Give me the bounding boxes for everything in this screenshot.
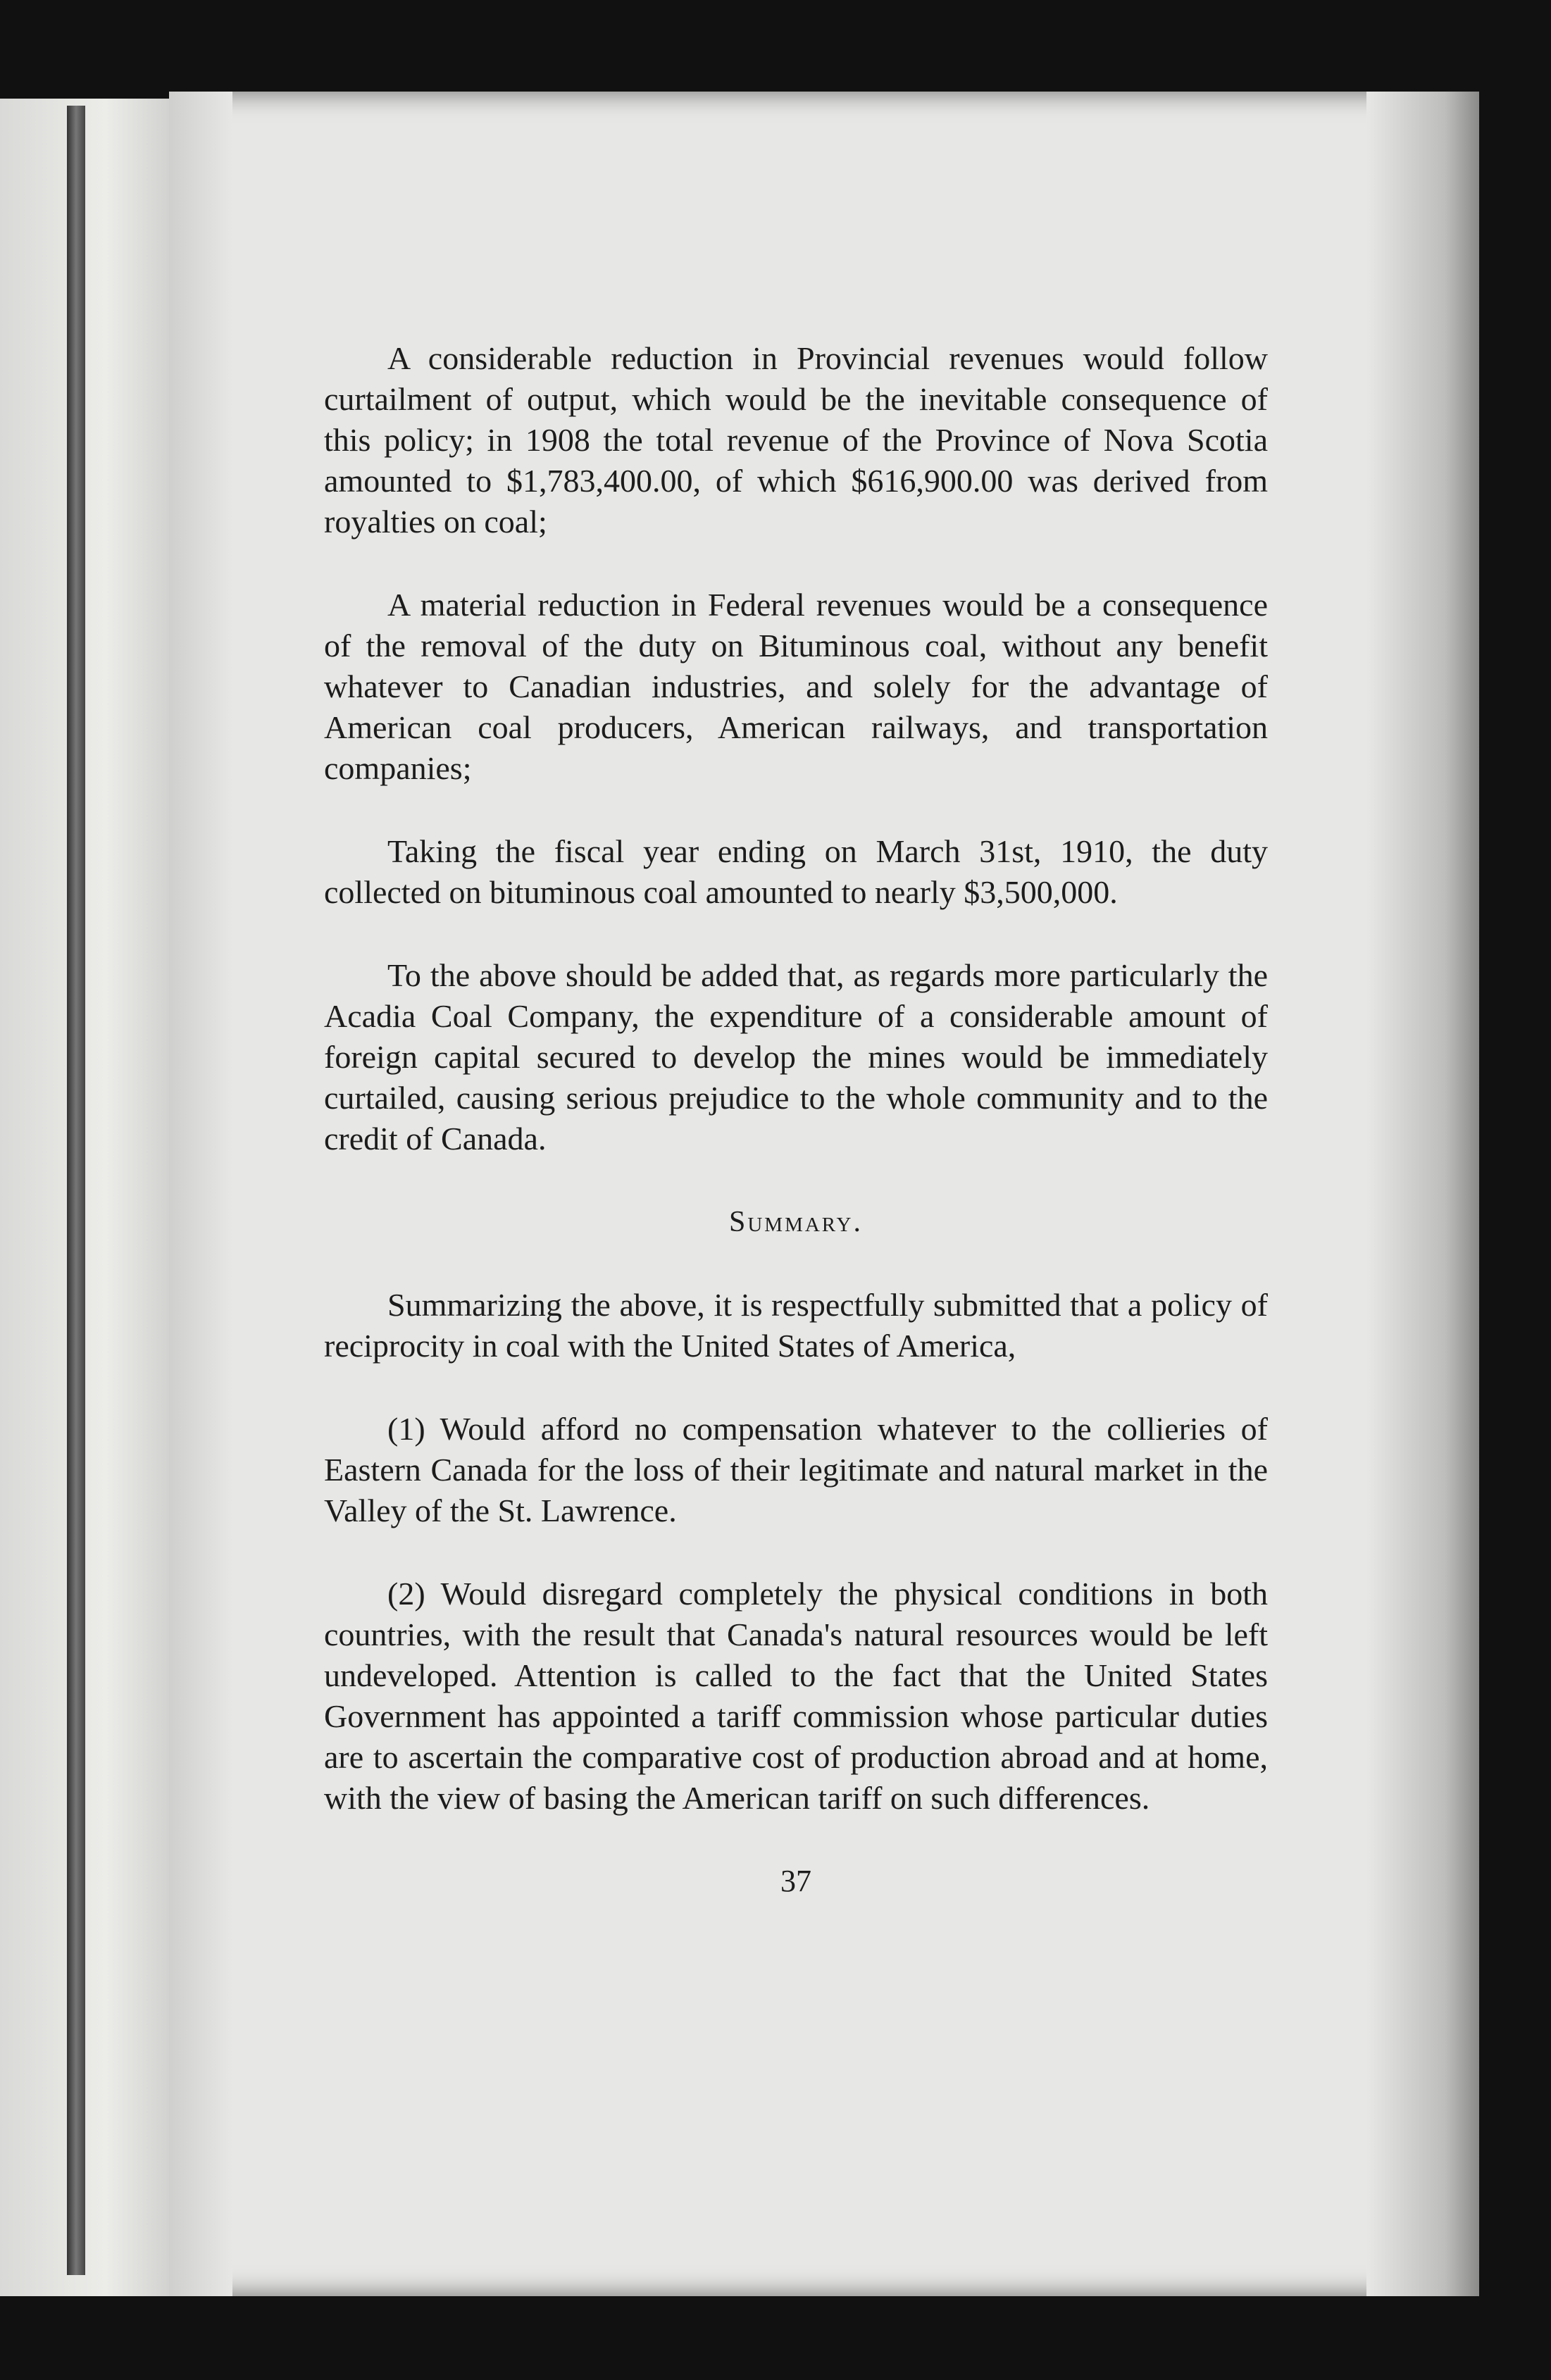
left-page-edge — [0, 99, 176, 2296]
paragraph-fiscal-year: Taking the fiscal year ending on March 31st, 1910, the duty collected on bituminous coal amounted to nearly $3,500,000. — [324, 833, 1268, 910]
paragraph-point-1: (1) Would afford no compensation whatever to the collieries of Eastern Canada for the loss of their legitimate and natural market in the Valley of the St. Lawrence. — [324, 1411, 1268, 1528]
paragraph-federal-revenues: A material reduction in Federal revenues would be a consequence of the removal of the duty on Bituminous coal, without any benefit whatever to Canadian industries, and solely for the advantage of American coal producers, American railways, and transportation companies; — [324, 587, 1268, 786]
book-spine — [67, 106, 85, 2275]
paragraph-acadia-coal: To the above should be added that, as regards more particularly the Acadia Coal Company, the expenditure of a considerable amount of foreign capital secured to develop the mines would be immediately curtailed, causing serious prejudice to the whole community and to the credit of Canada. — [324, 957, 1268, 1157]
paragraph-point-2: (2) Would disregard completely the physical conditions in both countries, with the result that Canada's natural resources would be left undeveloped. Attention is called to the fact that the United States Government has appointed a tariff commission whose particular duties are to ascertain the comparative cost of production abroad and at home, with the view of basing the American tariff on such differences. — [324, 1576, 1268, 1816]
paragraph-summary-intro: Summarizing the above, it is respectfully submitted that a policy of reciprocity in coal with the United States of America, — [324, 1287, 1268, 1364]
page-text — [324, 338, 1268, 1902]
section-heading-summary: Summary. — [728, 1206, 863, 1238]
page-number: 37 — [780, 1864, 811, 1898]
paragraph-provincial-revenues: A considerable reduction in Provincial revenues would follow curtailment of output, which would be the inevitable consequence of this policy; in 1908 the total revenue of the Province of Nova Scotia amounted to $1,783,400.00, of which $616,900.00 was derived from royalties on coal; — [324, 340, 1268, 540]
